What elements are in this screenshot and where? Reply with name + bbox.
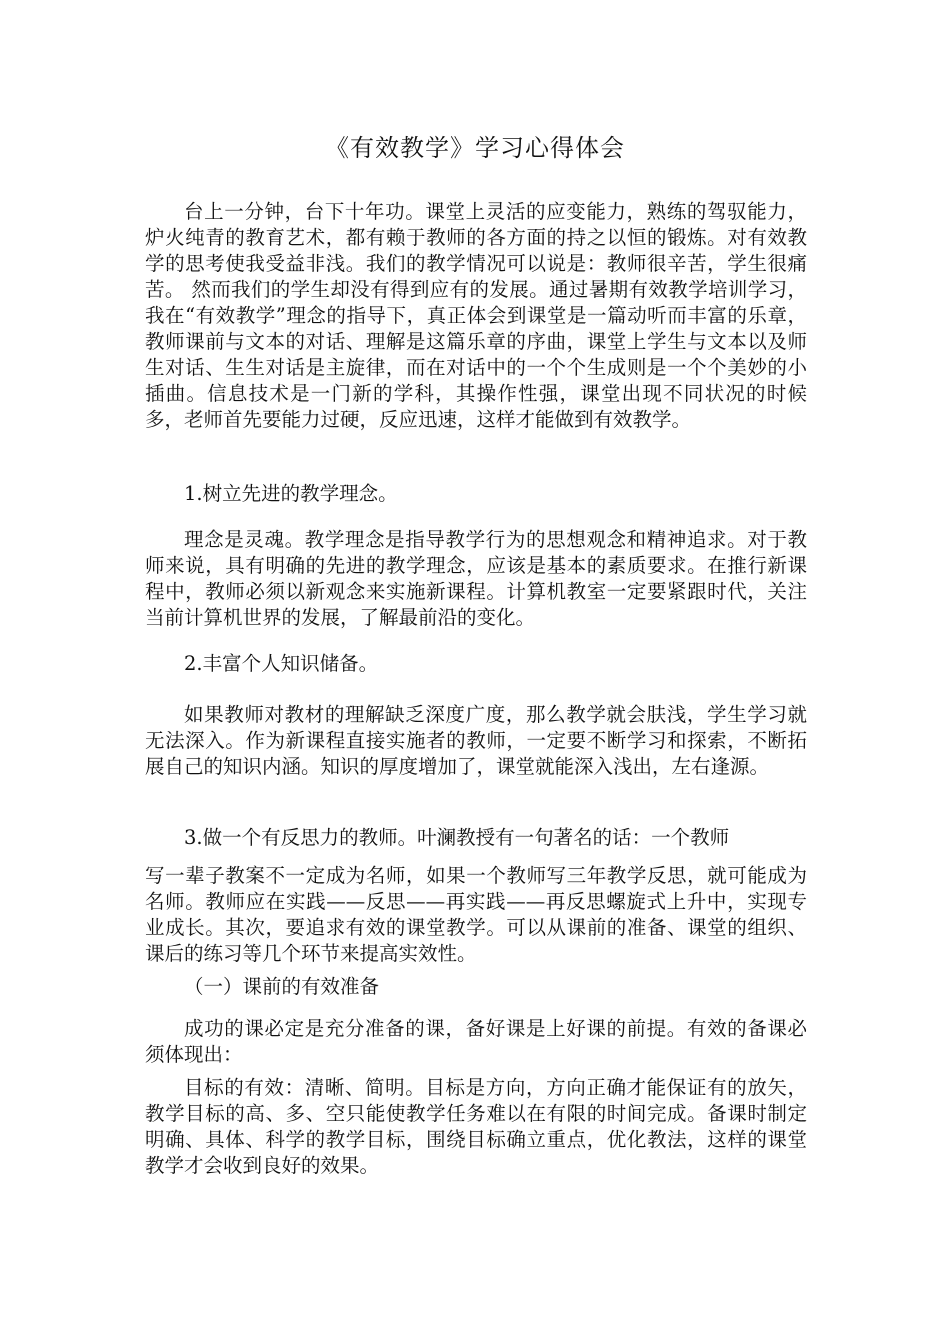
intro-block: [145, 199, 807, 433]
section1-heading-block: [145, 481, 807, 507]
intro-paragraph: 台上一分钟，台下十年功。课堂上灵活的应变能力，熟练的驾驭能力，炉火纯青的教育艺术，都有赖于教师的各方面的持之以恒的锻炼。对有效教学的思考使我受益非浅。我们的教学情况可以说是：教师很辛苦，学生很痛苦。 然而我们的学生却没有得到应有的发展。通过暑期有效教学培训学习，我在“有效教学”理念的指导下，真正体会到课堂是一篇动听而丰富的乐章，教师课前与文本的对话、理解是这篇乐章的序曲，课堂上学生与文本以及师生对话、生生对话是主旋律，而在对话中的一个个生成则是一个个美妙的小插曲。信息技术是一门新的学科，其操作性强，课堂出现不同状况的时候多，老师首先要能力过硬，反应迅速，这样才能做到有效教学。: [145, 200, 807, 431]
subsection1-paragraph: 成功的课必定是充分准备的课，备好课是上好课的前提。有效的备课必须体现出：: [145, 1017, 807, 1066]
section1-paragraph: 理念是灵魂。教学理念是指导教学行为的思想观念和精神追求。对于教师来说，具有明确的先进的教学理念，应该是基本的素质要求。在推行新课程中，教师必须以新观念来实施新课程。计算机教室一定要紧跟时代，关注当前计算机世界的发展，了解最前沿的变化。: [145, 528, 807, 629]
goal-body-block: [145, 1075, 807, 1179]
section3-heading-block: [145, 825, 807, 851]
subsection1-body-block: [145, 1016, 807, 1068]
section3-heading: 3.做一个有反思力的教师。叶澜教授有一句著名的话：一个教师: [184, 826, 730, 849]
document-title: 《有效教学》学习心得体会: [325, 134, 625, 162]
section2-heading-block: [145, 651, 807, 677]
section3-paragraph: 写一辈子教案不一定成为名师，如果一个教师写三年教学反思，就可能成为名师。教师应在实践——反思——再实践——再反思螺旋式上升中，实现专业成长。其次，要追求有效的课堂教学。可以从课前的准备、课堂的组织、课后的练习等几个环节来提高实效性。: [145, 864, 807, 965]
goal-paragraph: 目标的有效：清晰、简明。目标是方向，方向正确才能保证有的放矢，教学目标的高、多、空只能使教学任务难以在有限的时间完成。备课时制定明确、具体、科学的教学目标，围绕目标确立重点，优化教法，这样的课堂教学才会收到良好的效果。: [145, 1076, 807, 1177]
subsection1-heading-block: [145, 974, 807, 1000]
section1-heading: 1.树立先进的教学理念。: [184, 482, 398, 505]
section2-paragraph: 如果教师对教材的理解缺乏深度广度，那么教学就会肤浅，学生学习就无法深入。作为新课程直接实施者的教师，一定要不断学习和探索，不断拓展自己的知识内涵。知识的厚度增加了，课堂就能深入浅出，左右逢源。: [145, 703, 807, 778]
section1-body-block: [145, 527, 807, 631]
section2-body-block: [145, 702, 807, 780]
section3-body-block: [145, 863, 807, 967]
section2-heading: 2.丰富个人知识储备。: [184, 652, 379, 675]
subsection1-heading: （一）课前的有效准备: [184, 975, 380, 998]
